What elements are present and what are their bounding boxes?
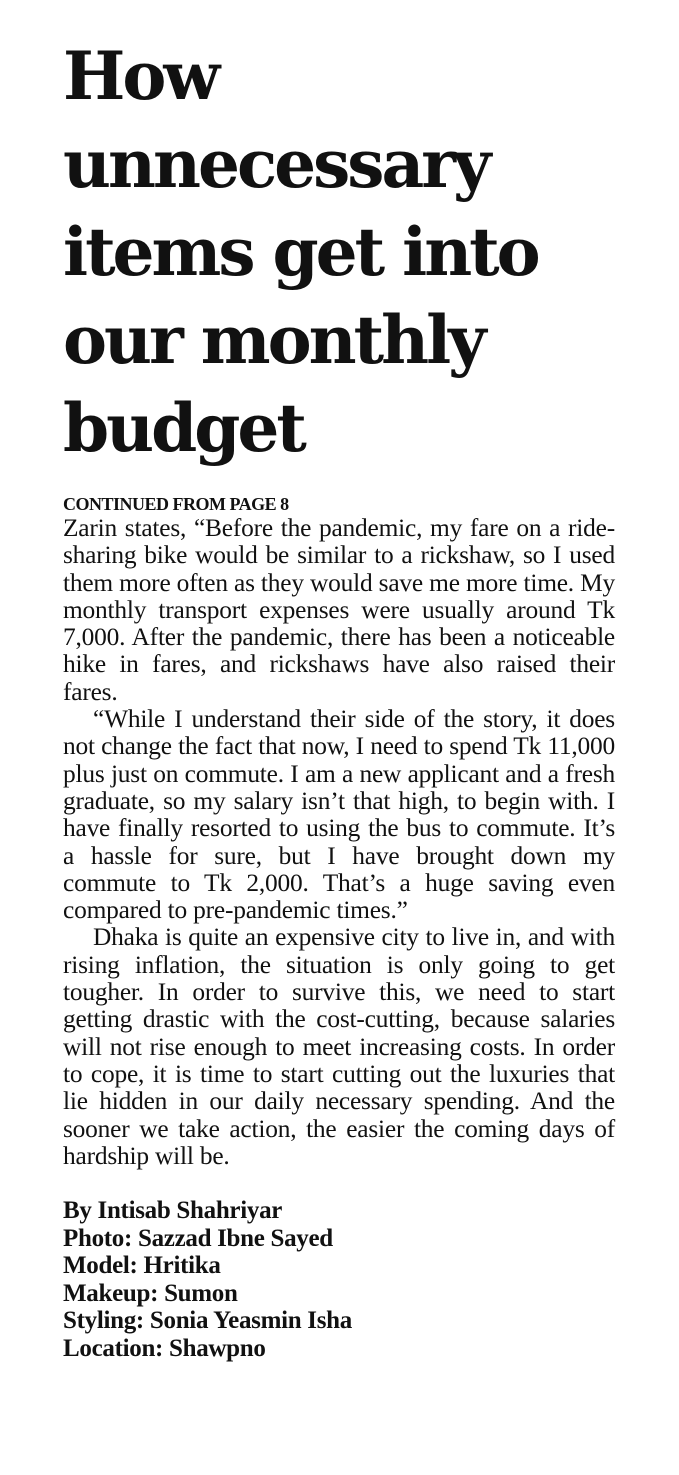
headline-line: items get into: [63, 213, 538, 291]
body-paragraph: “While I understand their side of the story, it does not change the fact that now, I need to spend Tk 11,000 plus just on commute. I am a new applicant and a fresh graduate, so my salary isn’t that high, to begin with. I have finally resorted to using the bus to commute. It’s a hassle for sure, but I have brought down my commute to Tk 2,000. That’s a huge saving even compared to pre-pandemic times.”: [63, 705, 615, 925]
credit-makeup: Makeup: Sumon: [63, 1279, 238, 1307]
article: [63, 32, 615, 1362]
headline-line: unnecessary: [63, 125, 489, 203]
credit-photo: Photo: Sazzad Ibne Sayed: [63, 1224, 333, 1252]
headline-line: How: [63, 37, 218, 115]
article-body: [63, 515, 615, 1170]
credit-location: Location: Shawpno: [63, 1334, 266, 1362]
headline-line: our monthly: [63, 301, 484, 379]
article-headline: [63, 32, 615, 472]
body-paragraph: Zarin states, “Before the pandemic, my fare on a ride-sharing bike would be similar to a rickshaw, so I used them more often as they would save me more time. My monthly transport expenses were usually around Tk 7,000. After the pandemic, there has been a noticeable hike in fares, and rickshaws have also raised their fares.: [63, 514, 615, 706]
credit-byline: By Intisab Shahriyar: [63, 1197, 283, 1225]
article-credits: [63, 1197, 615, 1362]
headline-line: budget: [63, 389, 304, 467]
credit-styling: Styling: Sonia Yeasmin Isha: [63, 1307, 352, 1335]
body-paragraph: Dhaka is quite an expensive city to live in, and with rising inflation, the situation is only going to get tougher. In order to survive this, we need to start getting drastic with the cost-cutting, because salaries will not rise enough to meet increasing costs. In order to cope, it is time to start cutting out the luxuries that lie hidden in our daily necessary spending. And the sooner we take action, the easier the coming days of hardship will be.: [63, 923, 615, 1170]
continued-label: CONTINUED FROM PAGE 8: [63, 494, 289, 514]
credit-model: Model: Hritika: [63, 1252, 221, 1280]
